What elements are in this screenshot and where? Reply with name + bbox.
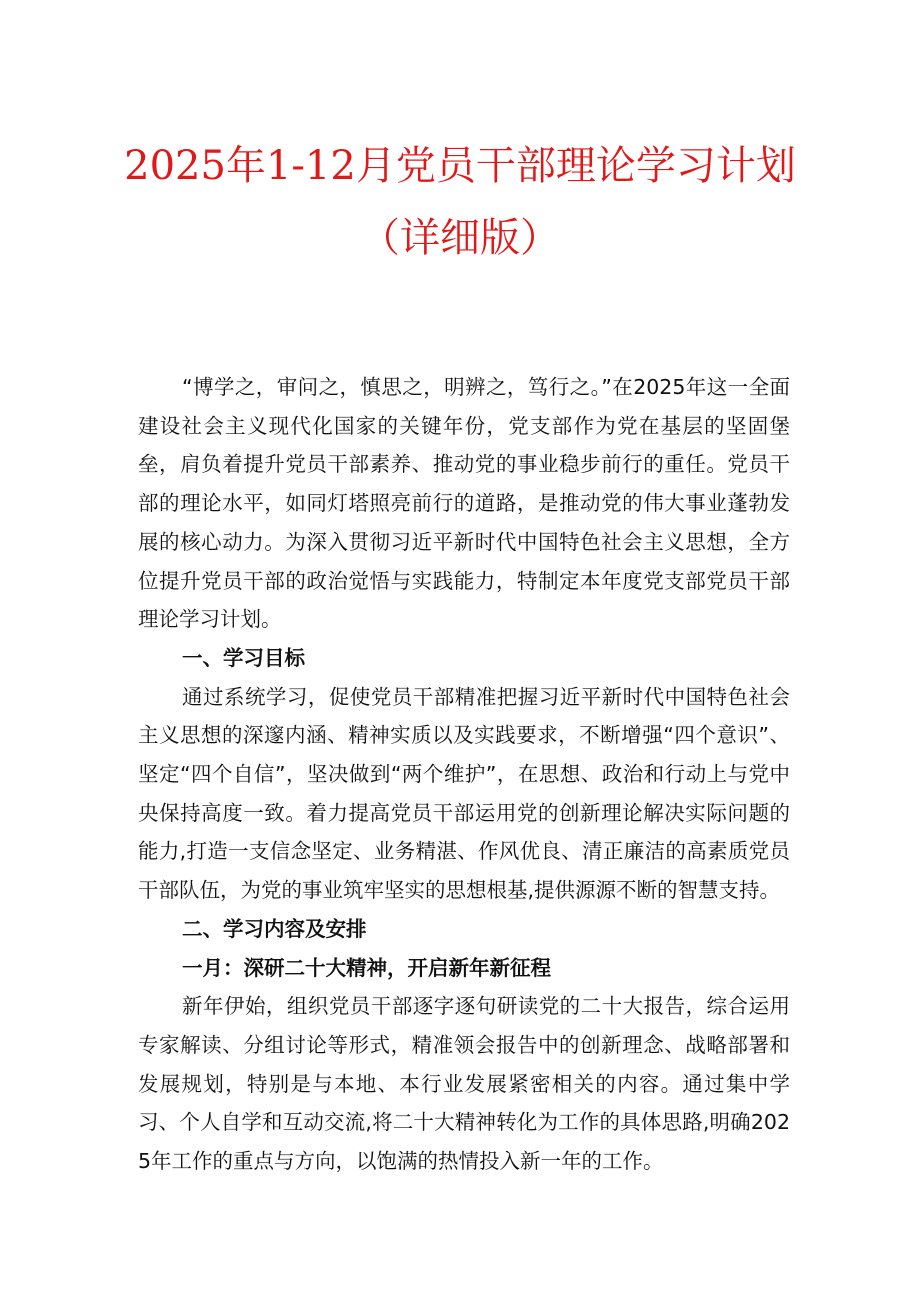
month-heading-january: 一月：深研二十大精神，开启新年新征程 [182, 955, 551, 980]
document-title: 2025年1-12月党员干部理论学习计划 [124, 143, 796, 189]
january-paragraph: 新年伊始，组织党员干部逐字逐句研读党的二十大报告，综合运用专家解读、分组讨论等形式，精准领会报告中的创新理念、战略部署和发展规划，特别是与本地、本行业发展紧密相关的内容。通过集中学习、个人自学和互动交流,将二十大精神转化为工作的具体思路,明确2025年工作的重点与方向，以饱满的热情投入新一年的工作。 [138, 994, 790, 1174]
document-subtitle: （详细版） [360, 215, 560, 261]
intro-paragraph: “博学之，审问之，慎思之，明辨之，笃行之。”在2025年这一全面建设社会主义现代化国家的关键年份，党支部作为党在基层的坚固堡垒，肩负着提升党员干部素养、推动党的事业稳步前行的重任。党员干部的理论水平，如同灯塔照亮前行的道路，是推动党的伟大事业蓬勃发展的核心动力。为深入贯彻习近平新时代中国特色社会主义思想，全方位提升党员干部的政治觉悟与实践能力，特制定本年度党支部党员干部理论学习计划。 [138, 375, 790, 632]
goals-paragraph: 通过系统学习，促使党员干部精准把握习近平新时代中国特色社会主义思想的深邃内涵、精神实质以及实践要求，不断增强“四个意识”、坚定“四个自信”，坚决做到“两个维护”，在思想、政治和行动上与党中央保持高度一致。着力提高党员干部运用党的创新理论解决实际问题的能力,打造一支信念坚定、业务精湛、作风优良、清正廉洁的高素质党员干部队伍，为党的事业筑牢坚实的思想根基,提供源源不断的智慧支持。 [138, 684, 790, 903]
document-body [138, 368, 790, 1181]
section-heading-goals: 一、学习目标 [182, 645, 305, 670]
section-heading-content: 二、学习内容及安排 [182, 916, 367, 941]
